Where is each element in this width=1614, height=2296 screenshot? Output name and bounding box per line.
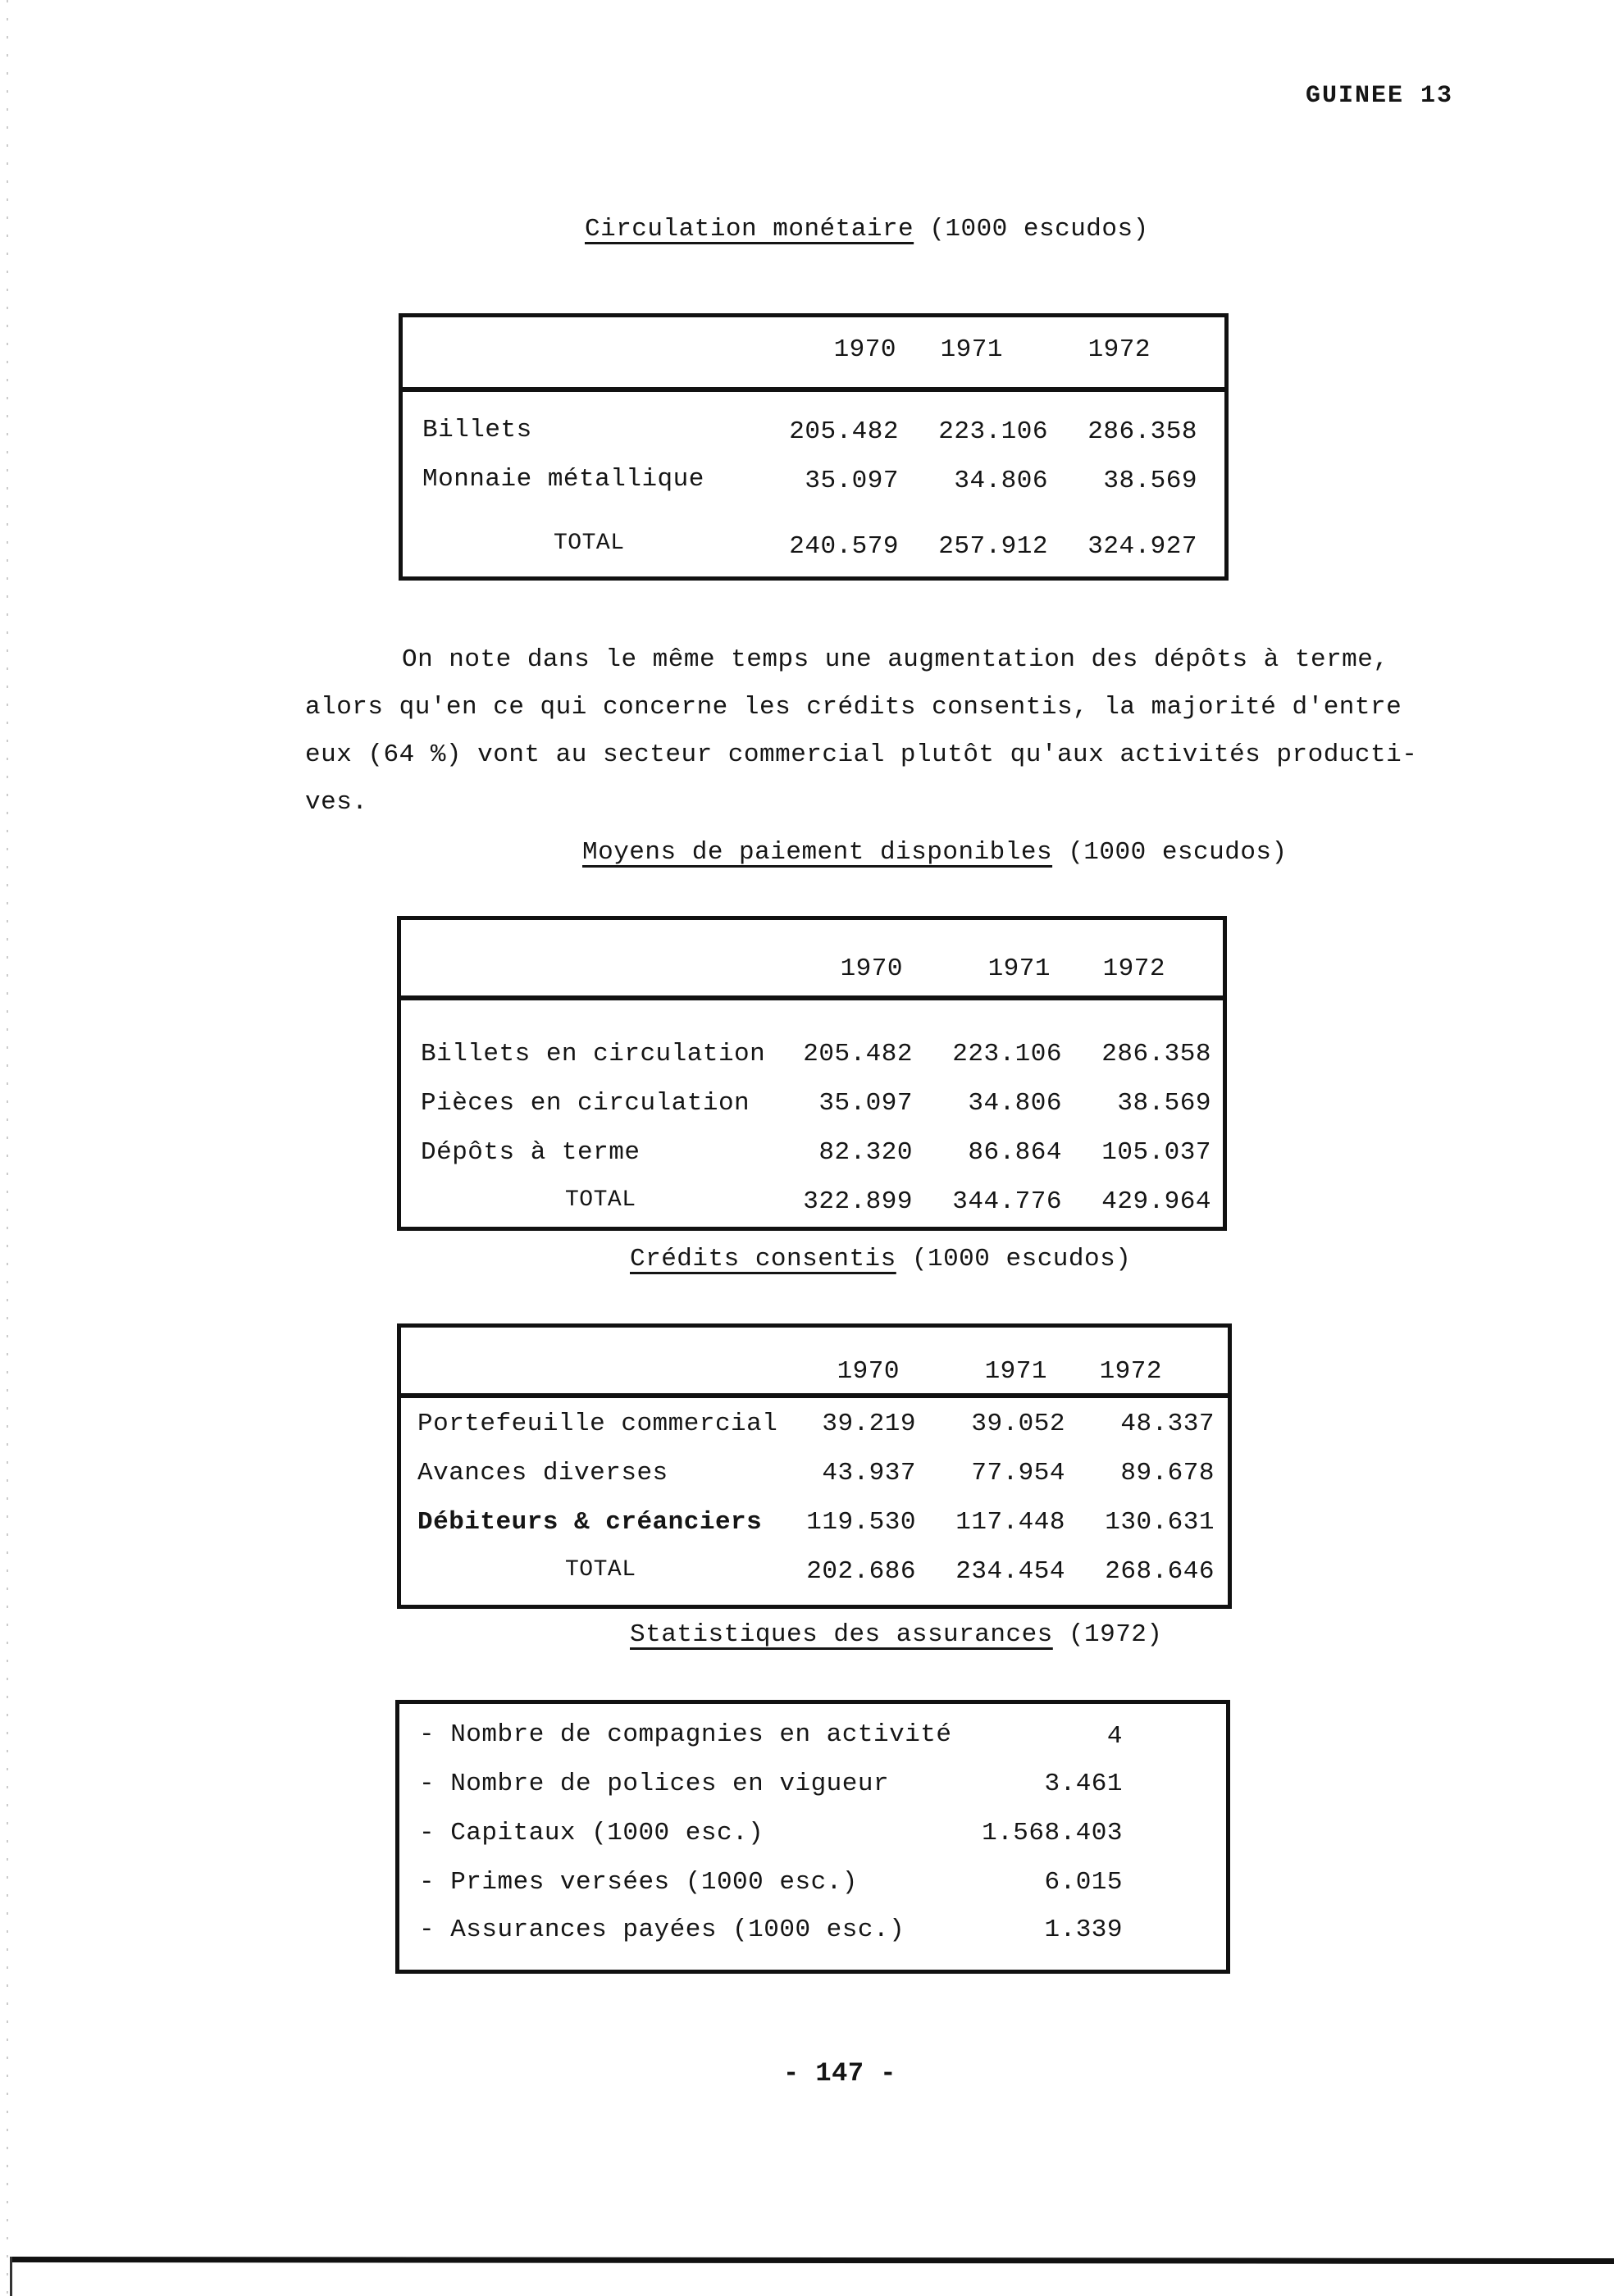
col-1972: 1972 [1087,335,1151,364]
total-value: 257.912 [938,532,1048,561]
table-statistiques-assurances [395,1700,1230,1974]
paragraph-line: alors qu'en ce qui concerne les crédits consentis, la majorité d'entre [305,693,1402,722]
cell-value: 35.097 [818,1089,913,1118]
cell-value: 38.569 [1117,1089,1211,1118]
total-value: 429.964 [1101,1187,1211,1216]
paragraph-line: ves. [305,788,368,817]
col-1972: 1972 [1102,954,1165,983]
cell-value: 119.530 [806,1508,916,1537]
cell-value: 34.806 [954,467,1048,495]
table-circulation-monetaire [399,313,1229,581]
stat-label: - Primes versées (1000 esc.) [419,1868,858,1897]
row-label: Billets en circulation [421,1040,766,1068]
cell-value: 105.037 [1101,1138,1211,1167]
title-underlined: Moyens de paiement disponibles [582,838,1053,867]
row-label: Billets [422,416,532,444]
total-label: TOTAL [565,1187,636,1213]
cell-value: 43.937 [822,1459,916,1487]
stat-label: - Capitaux (1000 esc.) [419,1819,764,1847]
cell-value: 205.482 [789,417,899,446]
title-suffix: (1972) [1052,1620,1163,1649]
scan-left-edge [7,0,8,2296]
row-label: Portefeuille commercial [417,1410,778,1438]
title-suffix: (1000 escudos) [1052,838,1288,867]
cell-value: 286.358 [1087,417,1197,446]
cell-value: 130.631 [1105,1508,1215,1537]
table-header [403,317,1224,392]
total-value: 322.899 [803,1187,913,1216]
table-header [401,1328,1228,1398]
section-title-moyens-paiement [582,838,1288,867]
cell-value: 48.337 [1120,1410,1215,1438]
bottom-left-tick [10,2257,12,2296]
col-1971: 1971 [940,335,1003,364]
col-1970: 1970 [837,1357,900,1386]
col-1970: 1970 [840,954,903,983]
paragraph-line: On note dans le même temps une augmentation des dépôts à terme, [402,645,1389,674]
section-title-circulation [585,215,1149,244]
row-label: Avances diverses [417,1459,668,1487]
cell-value: 223.106 [952,1040,1062,1068]
paragraph-line: eux (64 %) vont au secteur commercial plutôt qu'aux activités producti- [305,740,1418,769]
stat-value: 3.461 [1044,1770,1123,1798]
stat-value: 6.015 [1044,1868,1123,1897]
cell-value: 89.678 [1120,1459,1215,1487]
col-1972: 1972 [1099,1357,1162,1386]
title-suffix: (1000 escudos) [896,1245,1132,1273]
stat-value: 4 [1106,1722,1123,1751]
total-value: 202.686 [806,1557,916,1586]
row-label: Débiteurs & créanciers [417,1508,763,1537]
table-moyens-paiement [397,916,1227,1231]
total-value: 240.579 [789,532,899,561]
title-underlined: Crédits consentis [630,1245,896,1273]
title-underlined: Statistiques des assurances [630,1620,1053,1649]
bottom-rule [11,2257,1614,2264]
running-header: GUINEE 13 [1306,82,1454,110]
stat-value: 1.339 [1044,1916,1123,1944]
page-number: - 147 - [783,2058,896,2089]
title-underlined: Circulation monétaire [585,215,914,244]
col-1970: 1970 [833,335,896,364]
col-1971: 1971 [984,1357,1047,1386]
section-title-assurances [630,1620,1163,1649]
cell-value: 39.052 [971,1410,1065,1438]
total-label: TOTAL [565,1557,636,1583]
stat-label: - Nombre de polices en vigueur [419,1770,890,1798]
title-suffix: (1000 escudos) [914,215,1149,244]
table-credits-consentis [397,1323,1232,1609]
cell-value: 223.106 [938,417,1048,446]
cell-value: 117.448 [955,1508,1065,1537]
cell-value: 39.219 [822,1410,916,1438]
row-label: Pièces en circulation [421,1089,750,1118]
table-header [401,920,1223,1000]
cell-value: 82.320 [818,1138,913,1167]
total-value: 268.646 [1105,1557,1215,1586]
cell-value: 205.482 [803,1040,913,1068]
total-value: 234.454 [955,1557,1065,1586]
total-value: 324.927 [1087,532,1197,561]
body-paragraph [305,636,1486,827]
cell-value: 35.097 [805,467,899,495]
cell-value: 286.358 [1101,1040,1211,1068]
stat-label: - Nombre de compagnies en activité [419,1720,952,1749]
cell-value: 77.954 [971,1459,1065,1487]
cell-value: 86.864 [968,1138,1062,1167]
stat-value: 1.568.403 [982,1819,1123,1847]
cell-value: 38.569 [1103,467,1197,495]
cell-value: 34.806 [968,1089,1062,1118]
stat-label: - Assurances payées (1000 esc.) [419,1916,905,1944]
total-label: TOTAL [554,531,625,556]
row-label: Monnaie métallique [422,465,704,494]
total-value: 344.776 [952,1187,1062,1216]
section-title-credits-consentis [630,1245,1131,1273]
col-1971: 1971 [987,954,1051,983]
row-label: Dépôts à terme [421,1138,641,1167]
